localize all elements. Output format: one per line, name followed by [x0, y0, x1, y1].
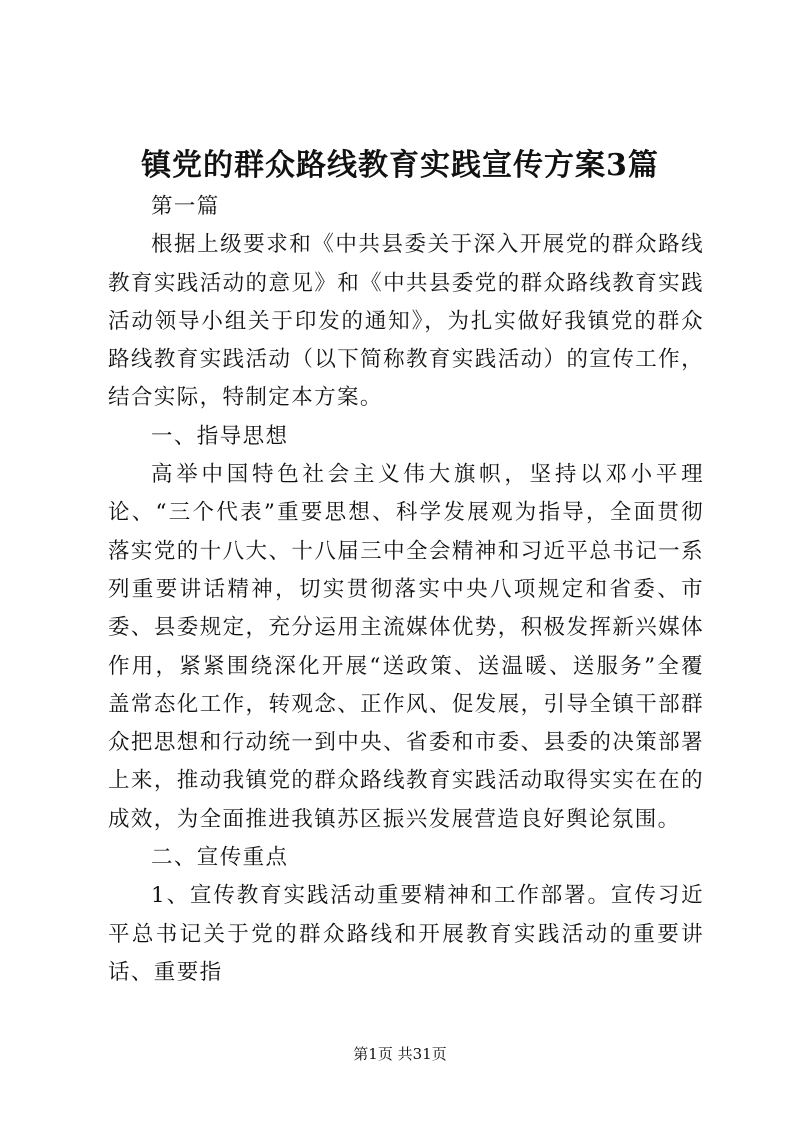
body-paragraph: 1、宣传教育实践活动重要精神和工作部署。宣传习近平总书记关于党的群众路线和开展教育实践活动的重要讲话、重要指: [108, 883, 704, 985]
intro-paragraph: 根据上级要求和《中共县委关于深入开展党的群众路线教育实践活动的意见》和《中共县委党的群众路线教育实践活动领导小组关于印发的通知》，为扎实做好我镇党的群众路线教育实践活动（以下简称教育实践活动）的宣传工作，结合实际，特制定本方案。: [108, 232, 704, 411]
document-title: 镇党的群众路线教育实践宣传方案3篇: [141, 148, 659, 183]
section-label: 第一篇: [151, 194, 220, 219]
page-footer: 第1页 共31页: [353, 1045, 447, 1063]
body-paragraph: 高举中国特色社会主义伟大旗帜，坚持以邓小平理论、“三个代表”重要思想、科学发展观为指导，全面贯彻落实党的十八大、十八届三中全会精神和习近平总书记一系列重要讲话精神，切实贯彻落实中央八项规定和省委、市委、县委规定，充分运用主流媒体优势，积极发挥新兴媒体作用，紧紧围绕深化开展“送政策、送温暖、送服务”全覆盖常态化工作，转观念、正作风、促发展，引导全镇干部群众把思想和行动统一到中央、省委和市委、县委的决策部署上来，推动我镇党的群众路线教育实践活动取得实实在在的成效，为全面推进我镇苏区振兴发展营造良好舆论氛围。: [108, 462, 704, 832]
section-heading: 二、宣传重点: [151, 845, 289, 871]
document-body: [108, 188, 704, 992]
section-heading: 一、指导思想: [151, 423, 289, 449]
